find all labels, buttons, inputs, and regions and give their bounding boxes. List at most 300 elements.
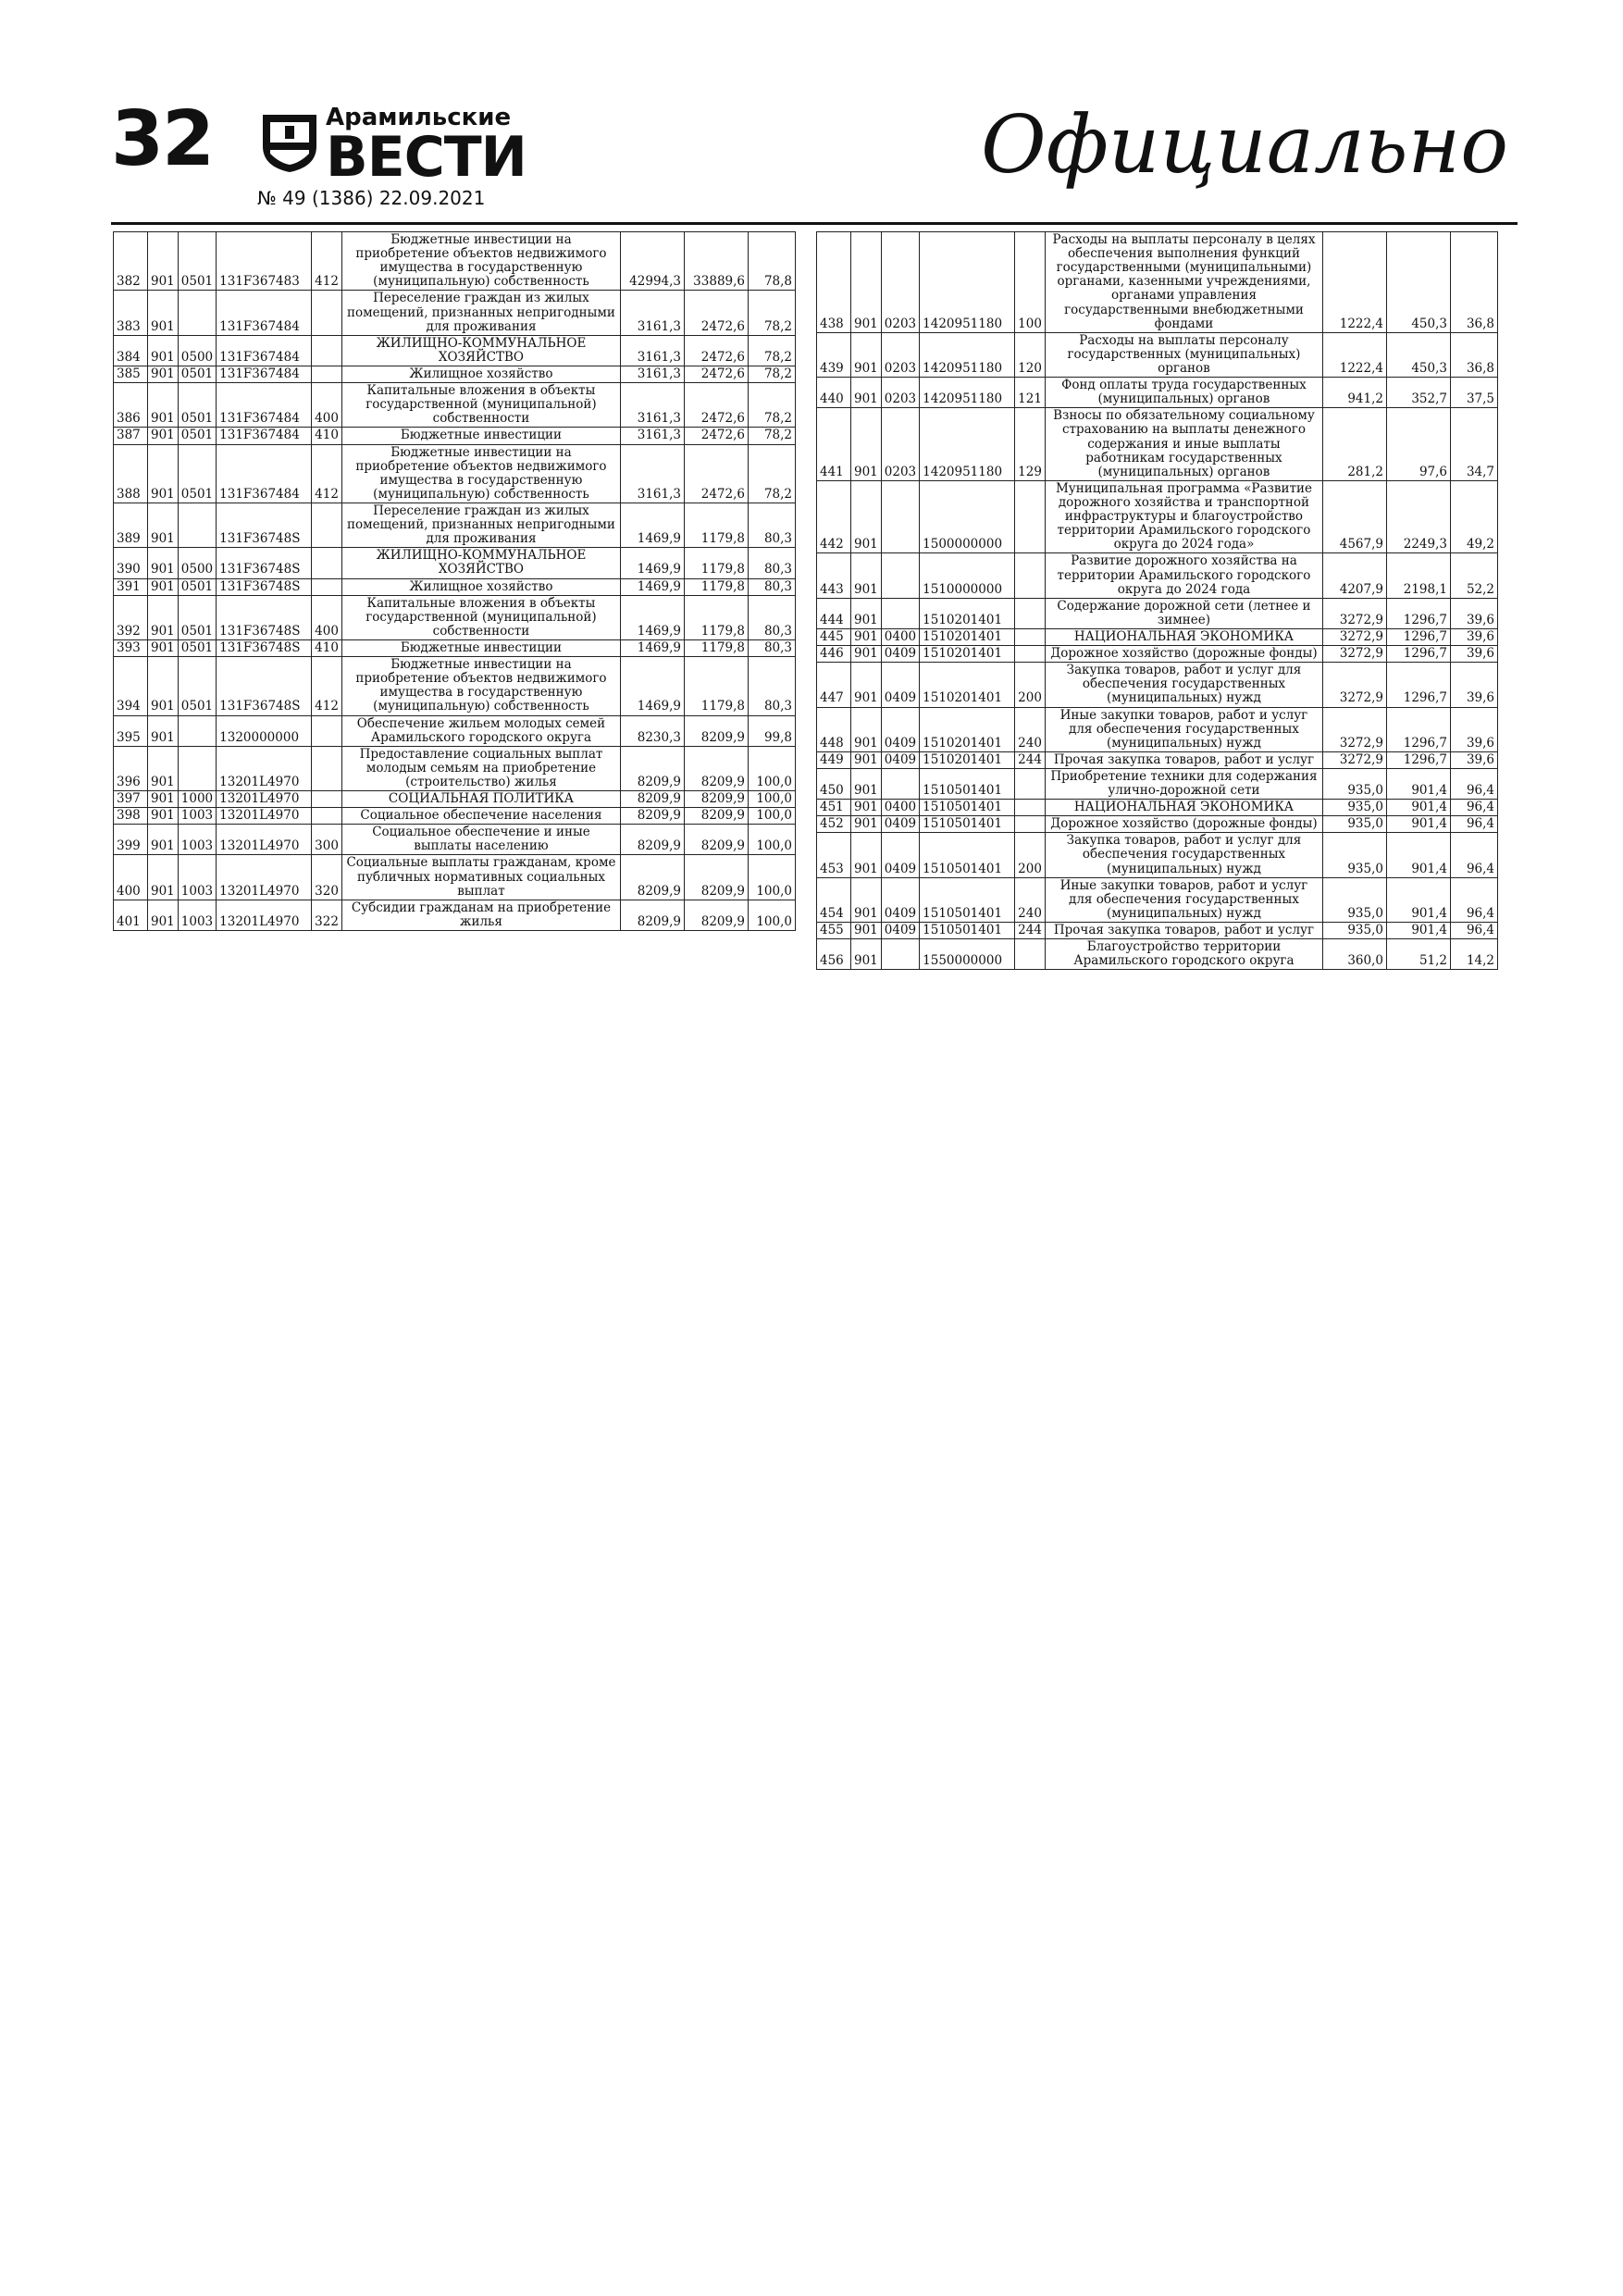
planned-amount: 1222,4 (1323, 332, 1387, 377)
grbs-code: 901 (148, 503, 179, 547)
planned-amount: 935,0 (1323, 833, 1387, 877)
section-code: 0501 (178, 428, 216, 444)
executed-amount: 1296,7 (1387, 646, 1451, 663)
target-article-code: 13201L4970 (217, 791, 312, 808)
executed-amount: 8209,9 (685, 855, 749, 900)
execution-percent: 39,6 (1451, 646, 1498, 663)
planned-amount: 1469,9 (621, 578, 685, 595)
planned-amount: 3161,3 (621, 291, 685, 335)
planned-amount: 3161,3 (621, 383, 685, 428)
executed-amount: 352,7 (1387, 378, 1451, 408)
row-number: 396 (114, 746, 148, 790)
expense-name: Предоставление социальных выплат молодым семьям на приобретение (строительство) жилья (341, 746, 620, 790)
planned-amount: 8209,9 (621, 791, 685, 808)
planned-amount: 935,0 (1323, 800, 1387, 816)
target-article-code: 1510201401 (920, 707, 1015, 751)
executed-amount: 1179,8 (685, 578, 749, 595)
target-article-code: 131F36748S (217, 578, 312, 595)
executed-amount: 2472,6 (685, 366, 749, 382)
target-article-code: 1510201401 (920, 663, 1015, 707)
execution-percent: 39,6 (1451, 707, 1498, 751)
section-code: 0501 (178, 595, 216, 639)
expense-name: Содержание дорожной сети (летнее и зимнее) (1045, 598, 1322, 628)
expense-name: Переселение граждан из жилых помещений, признанных непригодными для проживания (341, 291, 620, 335)
page-number: 32 (111, 95, 214, 183)
section-code (881, 553, 919, 598)
expense-kind-code: 320 (312, 855, 342, 900)
execution-percent: 100,0 (749, 746, 796, 790)
planned-amount: 3161,3 (621, 335, 685, 366)
executed-amount: 1179,8 (685, 657, 749, 715)
table-row (114, 428, 796, 444)
section-code (178, 746, 216, 790)
section-code (881, 768, 919, 799)
target-article-code: 131F36748S (217, 657, 312, 715)
row-number: 438 (817, 232, 851, 333)
execution-percent: 78,8 (749, 232, 796, 291)
header-rule (111, 222, 1518, 225)
table-row (817, 877, 1498, 922)
section-code: 0409 (881, 646, 919, 663)
executed-amount: 8209,9 (685, 746, 749, 790)
grbs-code: 901 (851, 833, 882, 877)
expense-kind-code (312, 791, 342, 808)
section-code: 1003 (178, 855, 216, 900)
table-row (817, 378, 1498, 408)
planned-amount: 8209,9 (621, 746, 685, 790)
execution-percent: 78,2 (749, 383, 796, 428)
grbs-code: 901 (148, 825, 179, 855)
expense-kind-code: 244 (1015, 751, 1046, 768)
table-row (817, 923, 1498, 939)
target-article-code: 1510501401 (920, 833, 1015, 877)
table-row (114, 825, 796, 855)
masthead (111, 95, 1518, 213)
target-article-code: 1420951180 (920, 332, 1015, 377)
planned-amount: 8209,9 (621, 855, 685, 900)
table-row (114, 791, 796, 808)
row-number: 441 (817, 408, 851, 481)
section-code: 0500 (178, 548, 216, 578)
target-article-code: 1510501401 (920, 816, 1015, 833)
expense-kind-code: 200 (1015, 833, 1046, 877)
planned-amount: 281,2 (1323, 408, 1387, 481)
target-article-code: 1510201401 (920, 646, 1015, 663)
section-code: 1000 (178, 791, 216, 808)
expense-kind-code (1015, 816, 1046, 833)
target-article-code: 131F367484 (217, 291, 312, 335)
row-number: 401 (114, 900, 148, 930)
target-article-code: 131F367484 (217, 428, 312, 444)
executed-amount: 8209,9 (685, 825, 749, 855)
executed-amount: 1179,8 (685, 595, 749, 639)
section-code: 0501 (178, 639, 216, 656)
executed-amount: 8209,9 (685, 715, 749, 746)
grbs-code: 901 (851, 816, 882, 833)
execution-percent: 78,2 (749, 428, 796, 444)
expense-kind-code (312, 503, 342, 547)
row-number: 443 (817, 553, 851, 598)
row-number: 446 (817, 646, 851, 663)
table-row (114, 335, 796, 366)
expense-kind-code: 410 (312, 639, 342, 656)
row-number: 439 (817, 332, 851, 377)
expense-name: ЖИЛИЩНО-КОММУНАЛЬНОЕ ХОЗЯЙСТВО (341, 548, 620, 578)
section-code (178, 715, 216, 746)
expense-name: Дорожное хозяйство (дорожные фонды) (1045, 816, 1322, 833)
grbs-code: 901 (851, 332, 882, 377)
section-code: 0203 (881, 378, 919, 408)
executed-amount: 901,4 (1387, 833, 1451, 877)
expense-name: Социальные выплаты гражданам, кроме публичных нормативных социальных выплат (341, 855, 620, 900)
table-row (817, 939, 1498, 970)
planned-amount: 3272,9 (1323, 598, 1387, 628)
row-number: 440 (817, 378, 851, 408)
expense-kind-code: 200 (1015, 663, 1046, 707)
planned-amount: 1469,9 (621, 595, 685, 639)
planned-amount: 1469,9 (621, 548, 685, 578)
expense-name: СОЦИАЛЬНАЯ ПОЛИТИКА (341, 791, 620, 808)
execution-percent: 39,6 (1451, 628, 1498, 645)
table-row (114, 444, 796, 503)
expense-kind-code (312, 335, 342, 366)
planned-amount: 1469,9 (621, 639, 685, 656)
row-number: 387 (114, 428, 148, 444)
planned-amount: 3272,9 (1323, 646, 1387, 663)
expense-kind-code (312, 808, 342, 825)
executed-amount: 2472,6 (685, 428, 749, 444)
table-row (114, 900, 796, 930)
execution-percent: 36,8 (1451, 232, 1498, 333)
execution-percent: 39,6 (1451, 751, 1498, 768)
table-row (817, 598, 1498, 628)
target-article-code: 13201L4970 (217, 855, 312, 900)
section-code: 0409 (881, 816, 919, 833)
grbs-code: 901 (851, 939, 882, 970)
row-number: 444 (817, 598, 851, 628)
executed-amount: 450,3 (1387, 232, 1451, 333)
planned-amount: 935,0 (1323, 768, 1387, 799)
section-code: 0501 (178, 366, 216, 382)
planned-amount: 3272,9 (1323, 663, 1387, 707)
section-code: 0409 (881, 751, 919, 768)
expense-name: Взносы по обязательному социальному страхованию на выплаты денежного содержания и иные выплаты работникам государственных (муниципальных) органов (1045, 408, 1322, 481)
target-article-code: 131F367483 (217, 232, 312, 291)
expense-name: Бюджетные инвестиции (341, 639, 620, 656)
target-article-code: 1320000000 (217, 715, 312, 746)
grbs-code: 901 (851, 378, 882, 408)
planned-amount: 935,0 (1323, 816, 1387, 833)
section-code: 0500 (178, 335, 216, 366)
executed-amount: 2472,6 (685, 383, 749, 428)
row-number: 398 (114, 808, 148, 825)
expense-name: Прочая закупка товаров, работ и услуг (1045, 751, 1322, 768)
grbs-code: 901 (851, 628, 882, 645)
execution-percent: 80,3 (749, 548, 796, 578)
planned-amount: 935,0 (1323, 877, 1387, 922)
expense-kind-code (1015, 628, 1046, 645)
execution-percent: 52,2 (1451, 553, 1498, 598)
execution-percent: 100,0 (749, 825, 796, 855)
execution-percent: 80,3 (749, 578, 796, 595)
execution-percent: 36,8 (1451, 332, 1498, 377)
row-number: 382 (114, 232, 148, 291)
expense-kind-code (1015, 480, 1046, 553)
grbs-code: 901 (851, 480, 882, 553)
budget-table-right (816, 231, 1498, 970)
section-code: 1003 (178, 825, 216, 855)
target-article-code: 1420951180 (920, 408, 1015, 481)
expense-kind-code: 121 (1015, 378, 1046, 408)
grbs-code: 901 (148, 548, 179, 578)
execution-percent: 96,4 (1451, 833, 1498, 877)
executed-amount: 2198,1 (1387, 553, 1451, 598)
executed-amount: 1179,8 (685, 548, 749, 578)
expense-kind-code: 412 (312, 657, 342, 715)
table-row (817, 768, 1498, 799)
expense-kind-code: 412 (312, 444, 342, 503)
grbs-code: 901 (148, 715, 179, 746)
target-article-code: 1510000000 (920, 553, 1015, 598)
target-article-code: 1510501401 (920, 800, 1015, 816)
planned-amount: 8209,9 (621, 900, 685, 930)
section-code (881, 480, 919, 553)
executed-amount: 8209,9 (685, 808, 749, 825)
target-article-code: 131F36748S (217, 503, 312, 547)
execution-percent: 80,3 (749, 657, 796, 715)
executed-amount: 8209,9 (685, 900, 749, 930)
grbs-code: 901 (148, 639, 179, 656)
expense-name: Муниципальная программа «Развитие дорожного хозяйства и транспортной инфраструктуры и благоустройство территории Арамильского городского округа до 2024 года» (1045, 480, 1322, 553)
section-code: 0501 (178, 232, 216, 291)
section-code: 0203 (881, 408, 919, 481)
executed-amount: 1296,7 (1387, 598, 1451, 628)
executed-amount: 901,4 (1387, 800, 1451, 816)
table-row (114, 291, 796, 335)
expense-name: Благоустройство территории Арамильского городского округа (1045, 939, 1322, 970)
grbs-code: 901 (851, 768, 882, 799)
section-code: 0409 (881, 707, 919, 751)
executed-amount: 1179,8 (685, 503, 749, 547)
section-code: 0501 (178, 578, 216, 595)
grbs-code: 901 (148, 900, 179, 930)
planned-amount: 3272,9 (1323, 751, 1387, 768)
executed-amount: 2472,6 (685, 444, 749, 503)
execution-percent: 80,3 (749, 595, 796, 639)
expense-name: Социальное обеспечение и иные выплаты населению (341, 825, 620, 855)
section-code (881, 598, 919, 628)
table-row (114, 503, 796, 547)
expense-name: Закупка товаров, работ и услуг для обеспечения государственных (муниципальных) нужд (1045, 833, 1322, 877)
executed-amount: 1296,7 (1387, 663, 1451, 707)
grbs-code: 901 (851, 923, 882, 939)
expense-name: Обеспечение жильем молодых семей Арамильского городского округа (341, 715, 620, 746)
table-row (817, 480, 1498, 553)
planned-amount: 42994,3 (621, 232, 685, 291)
grbs-code: 901 (148, 657, 179, 715)
section-code: 0409 (881, 877, 919, 922)
expense-kind-code: 100 (1015, 232, 1046, 333)
expense-name: Приобретение техники для содержания улично-дорожной сети (1045, 768, 1322, 799)
row-number: 395 (114, 715, 148, 746)
target-article-code: 13201L4970 (217, 825, 312, 855)
table-row (114, 578, 796, 595)
expense-kind-code: 410 (312, 428, 342, 444)
expense-name: Фонд оплаты труда государственных (муниципальных) органов (1045, 378, 1322, 408)
expense-kind-code: 400 (312, 595, 342, 639)
target-article-code: 1510501401 (920, 768, 1015, 799)
section-code: 1003 (178, 808, 216, 825)
planned-amount: 8209,9 (621, 825, 685, 855)
expense-kind-code (312, 366, 342, 382)
planned-amount: 1222,4 (1323, 232, 1387, 333)
section-code: 0409 (881, 833, 919, 877)
executed-amount: 1296,7 (1387, 751, 1451, 768)
execution-percent: 100,0 (749, 855, 796, 900)
grbs-code: 901 (148, 444, 179, 503)
target-article-code: 1510201401 (920, 628, 1015, 645)
expense-name: Социальное обеспечение населения (341, 808, 620, 825)
expense-name: Бюджетные инвестиции на приобретение объектов недвижимого имущества в государственную (муниципальную) собственность (341, 657, 620, 715)
table-row (817, 646, 1498, 663)
row-number: 385 (114, 366, 148, 382)
expense-name: Иные закупки товаров, работ и услуг для обеспечения государственных (муниципальных) нужд (1045, 707, 1322, 751)
expense-kind-code (1015, 800, 1046, 816)
row-number: 453 (817, 833, 851, 877)
row-number: 388 (114, 444, 148, 503)
expense-name: Развитие дорожного хозяйства на территории Арамильского городского округа до 2024 года (1045, 553, 1322, 598)
planned-amount: 1469,9 (621, 657, 685, 715)
table-row (114, 746, 796, 790)
executed-amount: 51,2 (1387, 939, 1451, 970)
target-article-code: 131F367484 (217, 366, 312, 382)
expense-name: НАЦИОНАЛЬНАЯ ЭКОНОМИКА (1045, 800, 1322, 816)
row-number: 393 (114, 639, 148, 656)
target-article-code: 1510501401 (920, 877, 1015, 922)
section-code: 1003 (178, 900, 216, 930)
table-row (817, 663, 1498, 707)
table-row (817, 628, 1498, 645)
execution-percent: 78,2 (749, 444, 796, 503)
expense-kind-code (312, 548, 342, 578)
grbs-code: 901 (148, 791, 179, 808)
expense-name: Переселение граждан из жилых помещений, признанных непригодными для проживания (341, 503, 620, 547)
expense-kind-code (1015, 598, 1046, 628)
execution-percent: 96,4 (1451, 768, 1498, 799)
expense-kind-code: 120 (1015, 332, 1046, 377)
table-row (817, 232, 1498, 333)
target-article-code: 13201L4970 (217, 900, 312, 930)
row-number: 399 (114, 825, 148, 855)
brand-title: ВЕСТИ (326, 125, 527, 190)
execution-percent: 100,0 (749, 900, 796, 930)
row-number: 392 (114, 595, 148, 639)
row-number: 400 (114, 855, 148, 900)
row-number: 448 (817, 707, 851, 751)
section-code (178, 291, 216, 335)
table-row (114, 657, 796, 715)
expense-name: ЖИЛИЩНО-КОММУНАЛЬНОЕ ХОЗЯЙСТВО (341, 335, 620, 366)
row-number: 449 (817, 751, 851, 768)
expense-kind-code: 129 (1015, 408, 1046, 481)
executed-amount: 97,6 (1387, 408, 1451, 481)
expense-kind-code: 400 (312, 383, 342, 428)
planned-amount: 4567,9 (1323, 480, 1387, 553)
row-number: 455 (817, 923, 851, 939)
execution-percent: 78,2 (749, 366, 796, 382)
table-row (114, 232, 796, 291)
executed-amount: 1296,7 (1387, 707, 1451, 751)
expense-kind-code (1015, 939, 1046, 970)
execution-percent: 49,2 (1451, 480, 1498, 553)
expense-name: Закупка товаров, работ и услуг для обеспечения государственных (муниципальных) нужд (1045, 663, 1322, 707)
executed-amount: 33889,6 (685, 232, 749, 291)
right-column (816, 231, 1498, 970)
table-row (817, 800, 1498, 816)
target-article-code: 1510201401 (920, 751, 1015, 768)
executed-amount: 1179,8 (685, 639, 749, 656)
target-article-code: 13201L4970 (217, 808, 312, 825)
grbs-code: 901 (851, 707, 882, 751)
issue-info: № 49 (1386) 22.09.2021 (257, 187, 486, 209)
row-number: 442 (817, 480, 851, 553)
target-article-code: 1420951180 (920, 378, 1015, 408)
row-number: 452 (817, 816, 851, 833)
table-row (114, 855, 796, 900)
expense-kind-code (1015, 768, 1046, 799)
executed-amount: 2472,6 (685, 335, 749, 366)
expense-name: Субсидии гражданам на приобретение жилья (341, 900, 620, 930)
execution-percent: 80,3 (749, 503, 796, 547)
grbs-code: 901 (148, 595, 179, 639)
planned-amount: 935,0 (1323, 923, 1387, 939)
grbs-code: 901 (851, 800, 882, 816)
grbs-code: 901 (148, 335, 179, 366)
expense-kind-code (312, 746, 342, 790)
grbs-code: 901 (851, 877, 882, 922)
coat-of-arms-logo (257, 107, 322, 174)
table-row (114, 808, 796, 825)
expense-kind-code: 322 (312, 900, 342, 930)
execution-percent: 39,6 (1451, 663, 1498, 707)
row-number: 389 (114, 503, 148, 547)
planned-amount: 3161,3 (621, 428, 685, 444)
section-code: 0409 (881, 923, 919, 939)
expense-kind-code (1015, 553, 1046, 598)
execution-percent: 37,5 (1451, 378, 1498, 408)
section-code: 0203 (881, 332, 919, 377)
expense-name: Бюджетные инвестиции на приобретение объектов недвижимого имущества в государственную (муниципальную) собственность (341, 232, 620, 291)
expense-name: Жилищное хозяйство (341, 578, 620, 595)
section-title: Официально (981, 99, 1508, 192)
section-code: 0409 (881, 663, 919, 707)
section-code: 0400 (881, 628, 919, 645)
execution-percent: 78,2 (749, 291, 796, 335)
table-row (114, 366, 796, 382)
budget-table-left (113, 231, 796, 931)
table-row (817, 816, 1498, 833)
grbs-code: 901 (148, 366, 179, 382)
target-article-code: 131F36748S (217, 639, 312, 656)
planned-amount: 8230,3 (621, 715, 685, 746)
table-row (817, 751, 1498, 768)
executed-amount: 901,4 (1387, 768, 1451, 799)
expense-name: Расходы на выплаты персоналу государственных (муниципальных) органов (1045, 332, 1322, 377)
expense-kind-code: 240 (1015, 707, 1046, 751)
expense-name: Иные закупки товаров, работ и услуг для обеспечения государственных (муниципальных) нужд (1045, 877, 1322, 922)
planned-amount: 8209,9 (621, 808, 685, 825)
table-row (114, 595, 796, 639)
